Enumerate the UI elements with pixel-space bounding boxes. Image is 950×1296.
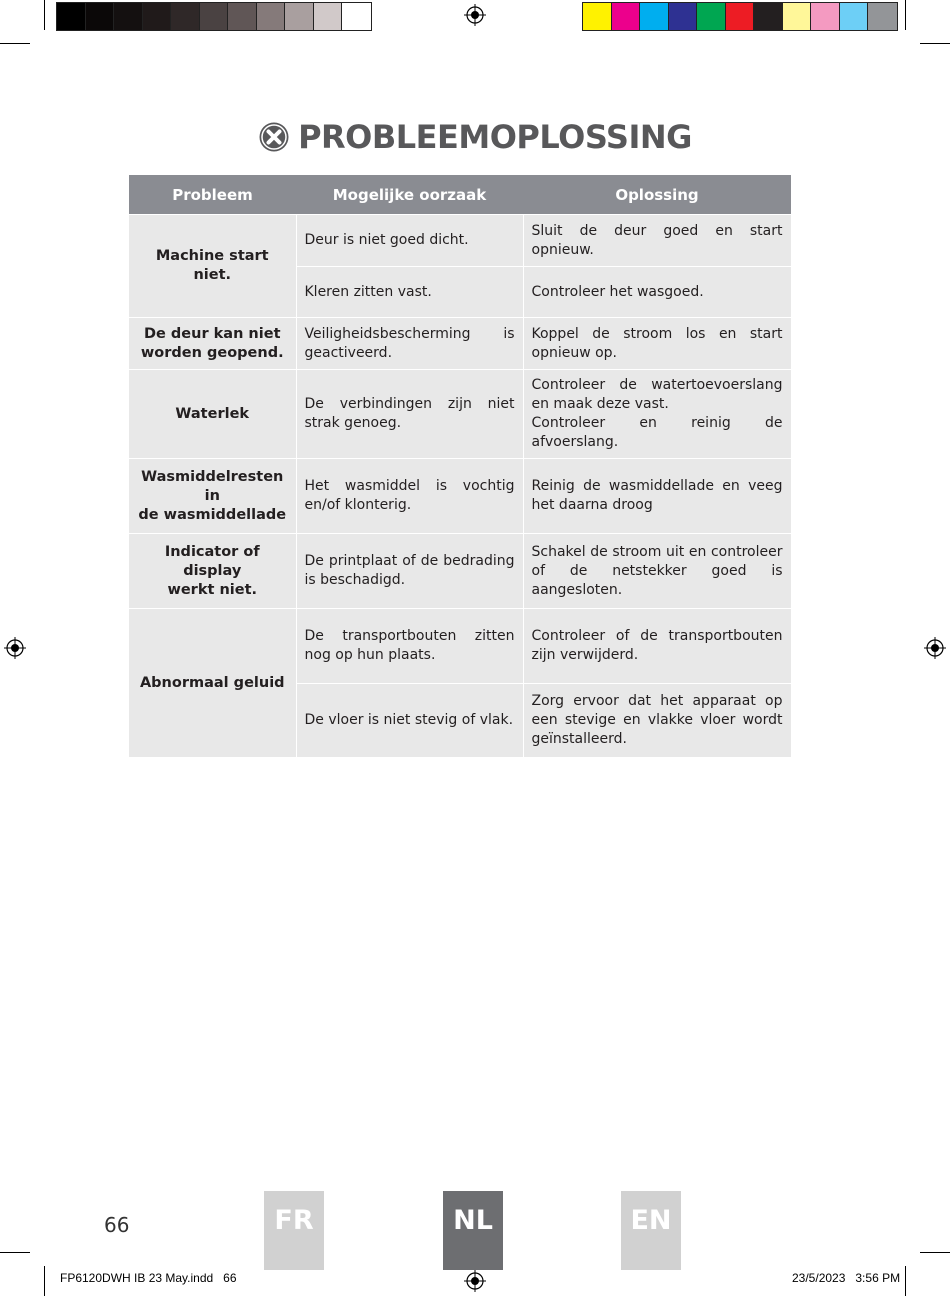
solution-cell: Reinig de wasmiddellade en veeg het daarna droog (523, 459, 791, 534)
header-cause: Mogelijke oorzaak (296, 175, 523, 215)
table-row (129, 215, 791, 267)
page-title-group (258, 118, 692, 156)
color-swatch (114, 3, 143, 30)
color-swatch (697, 3, 726, 30)
registration-mark-icon (4, 637, 26, 659)
registration-mark-icon (464, 4, 486, 26)
crop-mark (905, 1266, 906, 1296)
color-swatch (868, 3, 897, 30)
slug-date-info: 23/5/2023 3:56 PM (792, 1271, 901, 1285)
solution-line: Controleer de watertoevoerslang en maak deze vast. (531, 377, 783, 412)
solution-cell: Controleer het wasgoed. (523, 267, 791, 318)
page-title: PROBLEEMOPLOSSING (298, 118, 692, 156)
solution-cell: Controleer of de transportbouten zijn verwijderd. (523, 609, 791, 684)
crop-mark (920, 1252, 950, 1253)
problem-line: Indicator of display (164, 543, 260, 579)
color-swatch (285, 3, 314, 30)
problem-cell (129, 318, 296, 370)
problem-cell (129, 534, 296, 609)
color-swatch (840, 3, 869, 30)
gray-color-bar (56, 2, 372, 31)
crop-mark (44, 1266, 45, 1296)
color-swatch (342, 3, 371, 30)
solution-cell: Zorg ervoor dat het apparaat op een stevige en vlakke vloer wordt geïnstalleerd. (523, 684, 791, 758)
cause-cell: De verbindingen zijn niet strak genoeg. (296, 370, 523, 459)
registration-mark-icon (924, 637, 946, 659)
troubleshooting-table (129, 175, 792, 758)
crop-mark (44, 0, 45, 30)
crop-mark (905, 0, 906, 30)
problem-line: Wasmiddelresten in (141, 468, 284, 504)
problem-line: worden geopend. (140, 344, 284, 361)
cause-cell: De transportbouten zitten nog op hun plaats. (296, 609, 523, 684)
color-swatch (583, 3, 612, 30)
solution-line: Controleer en reinig de afvoerslang. (531, 415, 783, 450)
color-swatch (754, 3, 783, 30)
problem-line: De deur kan niet (143, 325, 281, 342)
table-row (129, 370, 791, 459)
cause-cell: Veiligheidsbescherming is geactiveerd. (296, 318, 523, 370)
problem-cell (129, 459, 296, 534)
x-circle-icon (258, 121, 290, 153)
cause-cell: Kleren zitten vast. (296, 267, 523, 318)
crop-mark (920, 43, 950, 44)
process-color-bar (582, 2, 898, 31)
color-swatch (143, 3, 172, 30)
crop-mark (0, 43, 30, 44)
problem-cell: Abnormaal geluid (129, 609, 296, 758)
solution-cell: Koppel de stroom los en start opnieuw op. (523, 318, 791, 370)
table-row (129, 609, 791, 684)
slug-file-info: FP6120DWH IB 23 May.indd 66 (60, 1271, 237, 1285)
color-swatch (57, 3, 86, 30)
cause-cell: Het wasmiddel is vochtig en/of klonterig. (296, 459, 523, 534)
color-swatch (257, 3, 286, 30)
color-swatch (640, 3, 669, 30)
table-row (129, 534, 791, 609)
header-problem: Probleem (129, 175, 296, 215)
table-header-row (129, 175, 791, 215)
color-swatch (314, 3, 343, 30)
color-swatch (171, 3, 200, 30)
language-tab-fr[interactable]: FR (264, 1191, 324, 1270)
color-swatch (811, 3, 840, 30)
cause-cell: De printplaat of de bedrading is beschadigd. (296, 534, 523, 609)
page-header (0, 118, 950, 157)
problem-cell: Machine start niet. (129, 215, 296, 318)
cause-cell: De vloer is niet stevig of vlak. (296, 684, 523, 758)
header-solution: Oplossing (523, 175, 791, 215)
color-swatch (669, 3, 698, 30)
solution-cell: Sluit de deur goed en start opnieuw. (523, 215, 791, 267)
language-tab-nl[interactable]: NL (443, 1191, 503, 1270)
color-swatch (200, 3, 229, 30)
table-row (129, 318, 791, 370)
language-tab-en[interactable]: EN (621, 1191, 681, 1270)
problem-line: werkt niet. (167, 581, 258, 598)
color-swatch (726, 3, 755, 30)
page-number: 66 (104, 1213, 130, 1237)
crop-mark (0, 1252, 30, 1253)
color-swatch (86, 3, 115, 30)
cause-cell: Deur is niet goed dicht. (296, 215, 523, 267)
registration-mark-icon (464, 1270, 486, 1292)
solution-cell (523, 370, 791, 459)
color-swatch (612, 3, 641, 30)
problem-line: de wasmiddellade (138, 506, 287, 523)
table-row (129, 459, 791, 534)
color-swatch (228, 3, 257, 30)
problem-cell: Waterlek (129, 370, 296, 459)
color-swatch (783, 3, 812, 30)
solution-cell: Schakel de stroom uit en controleer of de netstekker goed is aangesloten. (523, 534, 791, 609)
